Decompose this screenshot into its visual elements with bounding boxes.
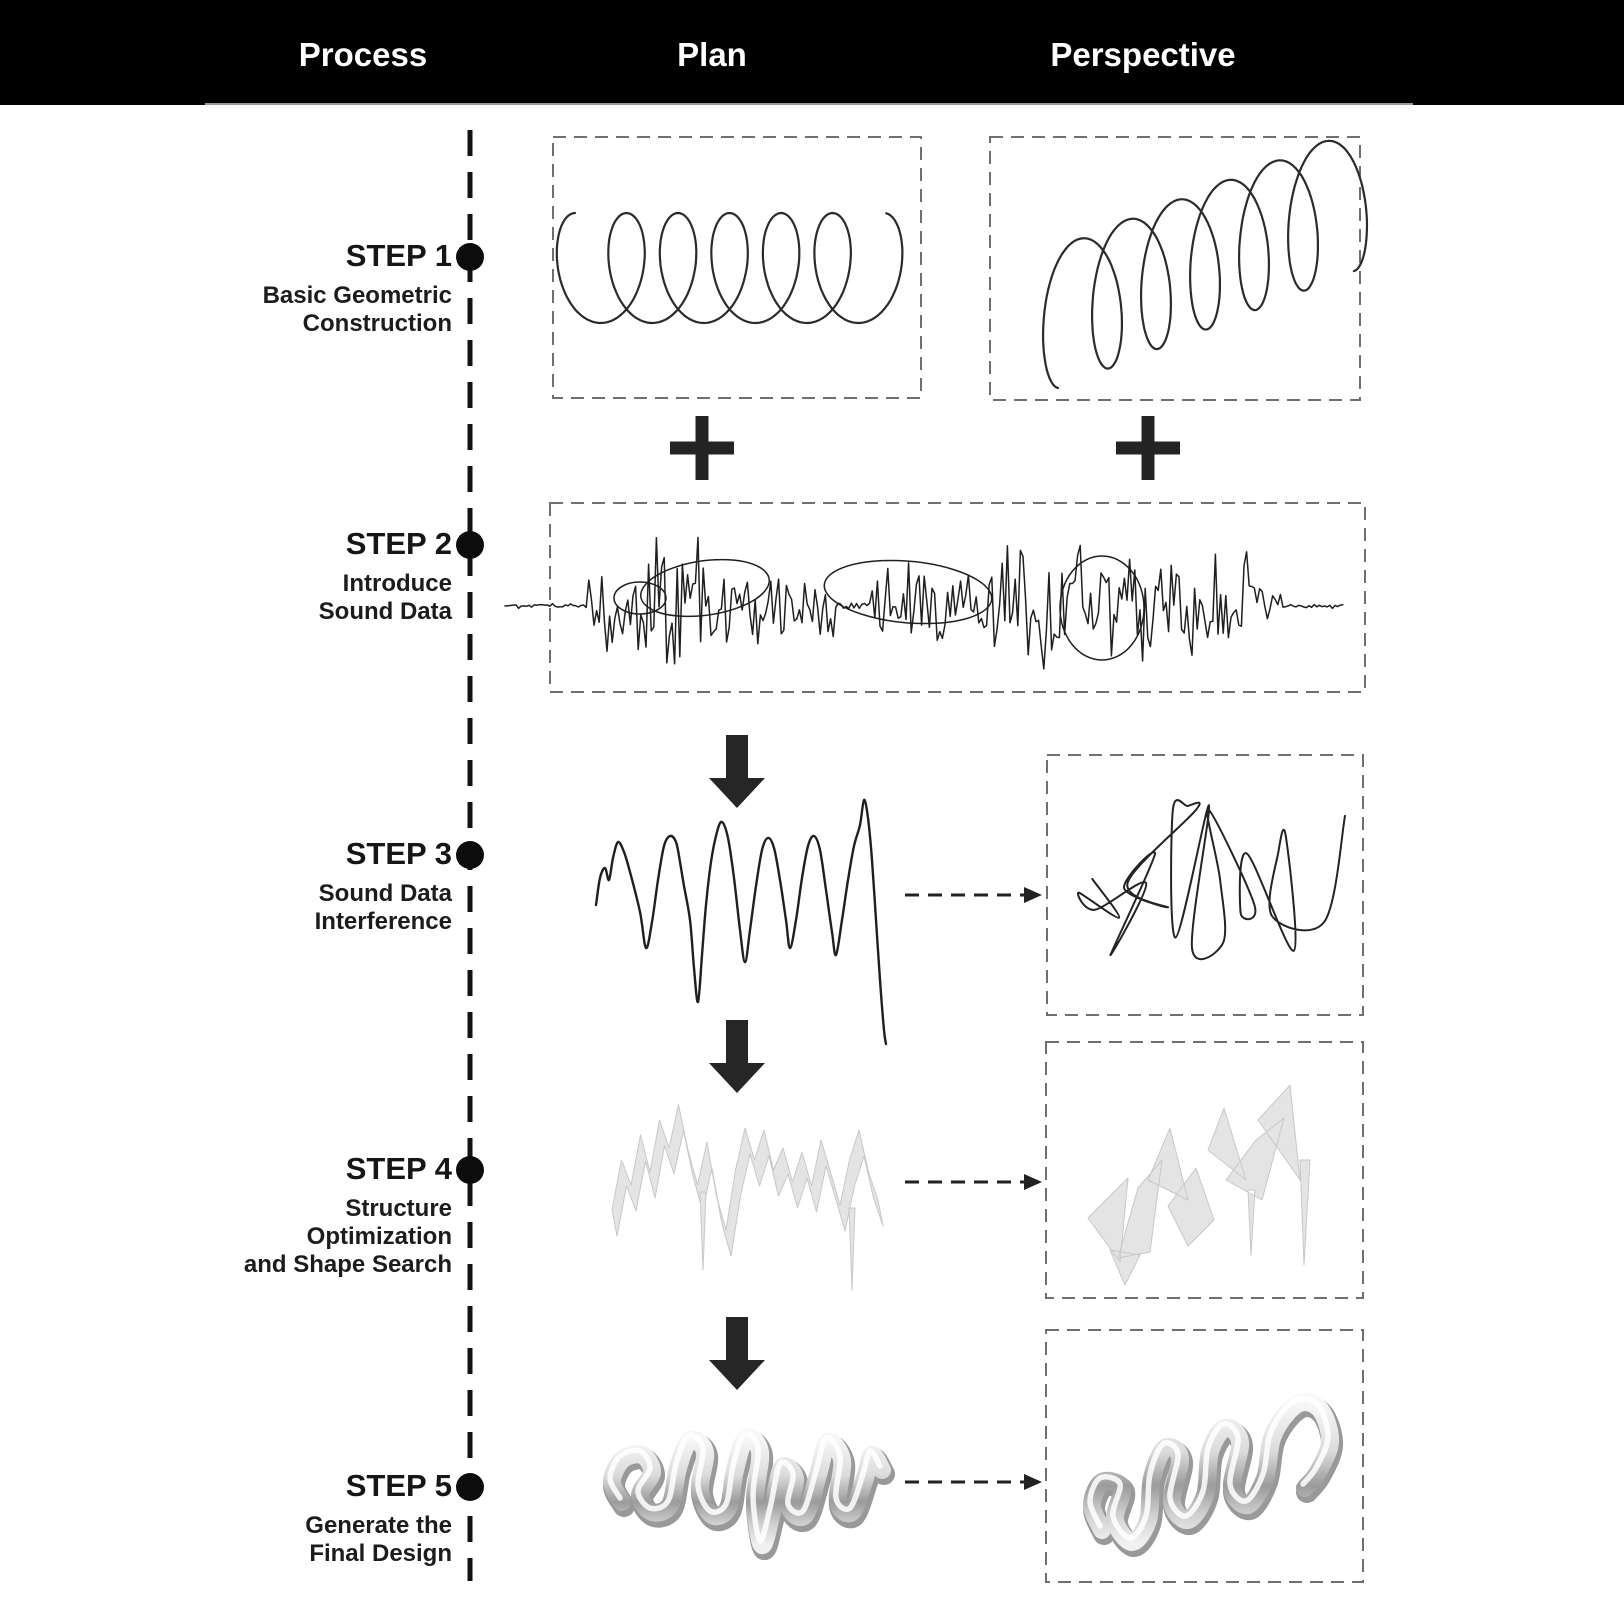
down-arrow-icon	[709, 735, 765, 808]
step-2-dot-icon	[456, 531, 484, 559]
spiral-plan-drawing	[557, 213, 903, 323]
dashed-arrow-head-icon	[1024, 1174, 1042, 1190]
structure-plan-spikes	[700, 1192, 855, 1290]
interference-wave-drawing	[596, 800, 886, 1044]
down-arrow-icon	[709, 1020, 765, 1093]
structure-perspective-shapes	[1088, 1085, 1310, 1285]
step-5-sublabel-line: Final Design	[309, 1539, 452, 1567]
dashed-arrow-head-icon	[1024, 1474, 1042, 1490]
step-1-sublabel	[96, 282, 452, 338]
column-header-perspective: Perspective	[1050, 36, 1236, 73]
step-4-dot-icon	[456, 1156, 484, 1184]
step-3-sublabel-line: Sound Data	[318, 880, 452, 907]
step-4-sublabel-line: Optimization	[306, 1222, 452, 1250]
step-4-sublabel-line: and Shape Search	[243, 1250, 452, 1278]
plus-icon	[670, 416, 734, 480]
step-1-sublabel-line: Construction	[302, 309, 452, 337]
sound-wave-drawing	[505, 537, 1343, 669]
process-timeline	[456, 130, 484, 1581]
step-2-graphics	[505, 503, 1365, 692]
column-header-process: Process	[298, 36, 428, 73]
step-1-label: STEP 1	[345, 238, 452, 273]
step-4-sublabel	[96, 1195, 452, 1278]
column-header-plan: Plan	[677, 36, 747, 73]
step-3-dot-icon	[456, 841, 484, 869]
step-1-plan-box	[553, 137, 921, 398]
interference-perspective-drawing	[1078, 800, 1345, 959]
final-design-perspective-drawing	[1090, 1398, 1332, 1546]
header-underline	[205, 103, 1413, 105]
step-2-sublabel	[96, 570, 452, 626]
final-design-plan-drawing	[610, 1433, 884, 1549]
plus-icon	[1116, 416, 1180, 480]
step-3-perspective-box	[1047, 755, 1363, 1015]
step-2-label: STEP 2	[345, 526, 452, 561]
step-5-sublabel-line: Generate the	[305, 1512, 452, 1539]
step-3-graphics	[596, 755, 1363, 1044]
spiral-perspective-drawing	[1043, 141, 1367, 388]
structure-plan-band	[612, 1105, 883, 1256]
step-1-sublabel-line: Basic Geometric	[262, 282, 452, 309]
step-3-label: STEP 3	[345, 836, 452, 871]
step-4-sublabel-line: Structure	[345, 1195, 452, 1222]
step-2-sublabel-line: Sound Data	[318, 597, 452, 625]
step-4-graphics	[612, 1042, 1363, 1298]
step-4-label: STEP 4	[345, 1151, 452, 1186]
down-arrow-icon	[709, 1317, 765, 1390]
step-4-perspective-box	[1046, 1042, 1363, 1298]
step-1-dot-icon	[456, 243, 484, 271]
step-1-graphics	[553, 137, 1367, 480]
dashed-arrow-head-icon	[1024, 887, 1042, 903]
step-3-sublabel	[96, 880, 452, 936]
step-3-sublabel-line: Interference	[314, 907, 452, 935]
step-5-dot-icon	[456, 1473, 484, 1501]
step-2-sublabel-line: Introduce	[342, 570, 452, 597]
step-5-label: STEP 5	[345, 1468, 452, 1503]
step-5-sublabel	[96, 1512, 452, 1568]
